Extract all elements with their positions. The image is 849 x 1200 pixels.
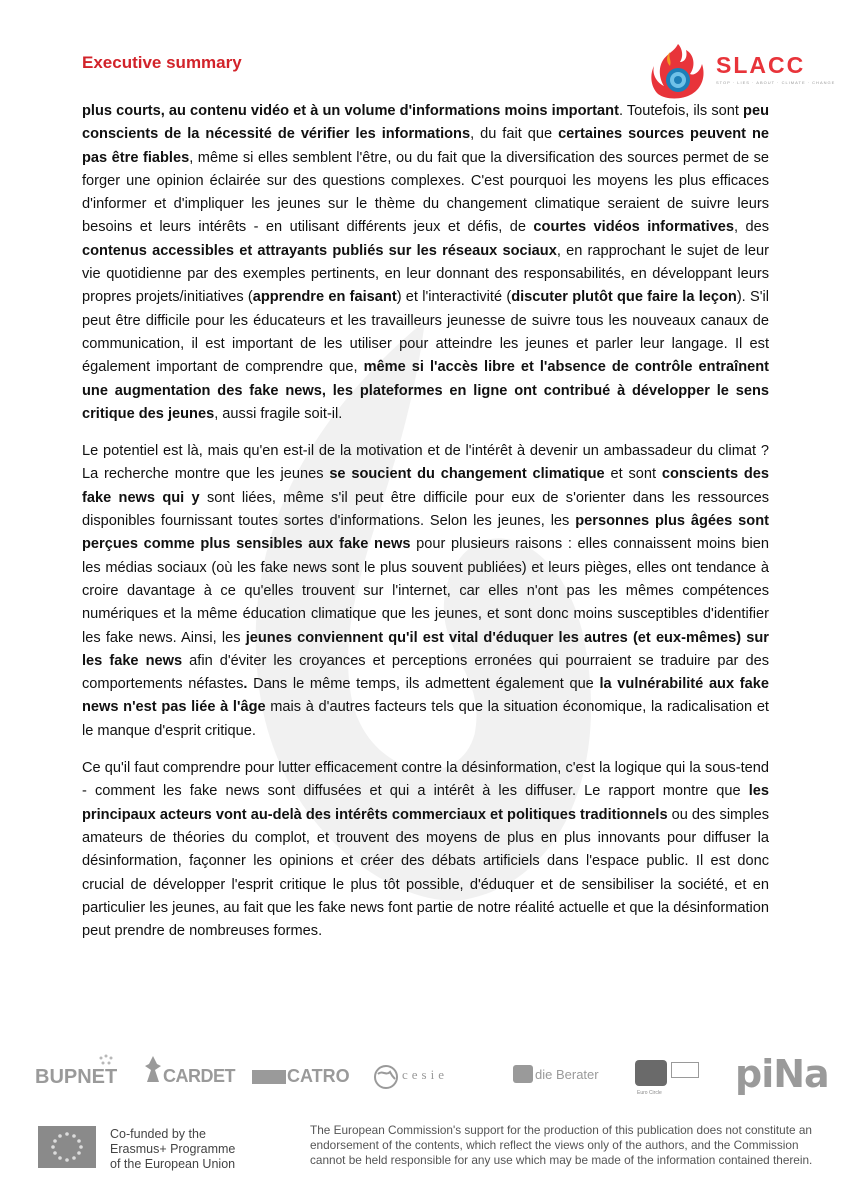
partner-pina: piNa	[735, 1052, 829, 1096]
eurocircle-flag-icon	[671, 1062, 699, 1078]
text-run: . Toutefois, ils sont	[618, 103, 744, 119]
paragraph-1	[82, 100, 769, 426]
bold-text-run: la vulnérabilité aux fake news n'est pas liée à l'âge	[82, 676, 769, 716]
bold-text-run: plus courts, au contenu vidéo et à un volume d'informations moins important	[82, 103, 619, 119]
logo-wordmark: SLACC	[716, 52, 806, 78]
eu-disclaimer: The European Commission's support for the production of this publication does not constitute an endorsement of the contents, which reflect the views only of the authors, and the Commission cannot be held responsible for any use which may be made of the information contained therein.	[310, 1123, 813, 1167]
text-run: sont liées, même s'il peut être difficile pour eux de s'orienter dans les ressources disponibles fournissant toutes sortes d'informations. Selon les jeunes, les	[82, 489, 770, 530]
partner-dieberater: die Berater	[535, 1067, 599, 1082]
text-run: pour plusieurs raisons : elles connaissent moins bien les médias sociaux (où les fake news sont le plus souvent publiées) et leurs pièges, elles ont tendance à croire davantage à ce qu'elles trouvent sur l'internet, car elles n'ont pas les mêmes compétences numériques et la même éducation climatique que les jeunes, et sont donc moins susceptibles d'identifier les fake news. Ainsi, les	[82, 536, 769, 646]
text-run: Dans le même temps, ils admettent également que	[247, 676, 600, 693]
text-run: Le potentiel est là, mais qu'en est-il de la motivation et de l'intérêt à devenir un ambassadeur du climat ? La recherche montre que les jeunes	[82, 443, 769, 483]
bold-text-run: .	[243, 676, 248, 693]
text-run: afin d'éviter les croyances et perceptions erronées qui pourraient se traduire par des comportements néfastes	[82, 652, 770, 693]
text-run: ou des simples amateurs de théories du complot, et trouvent des moyens de plus en plus innovants pour diffuser la désinformation, façonner les opinions et créer des débats artificiels dans l'espace public. Il est donc crucial de développer l'esprit critique le plus tôt possible, d'éduquer et de sensibiliser la société, et en particulier les jeunes, au fait que les fake news font partie de notre réalité actuelle et que la désinformation peut prendre de nombreuses formes.	[82, 806, 769, 940]
partner-bupnet: BUPNET	[35, 1066, 118, 1088]
paragraph-2	[82, 440, 769, 743]
text-run: , des	[734, 219, 770, 236]
flame-globe-icon	[648, 42, 710, 100]
bold-text-run: contenus accessibles et attrayants publiés sur les réseaux sociaux	[82, 242, 557, 259]
partner-logos	[35, 1050, 829, 1110]
bold-text-run: certaines sources peuvent ne pas être fiables	[82, 126, 769, 166]
cesie-globe-icon	[373, 1064, 399, 1090]
bold-text-run: conscients des fake news qui y	[82, 466, 770, 506]
partner-catro: CATRO	[287, 1066, 350, 1086]
bold-text-run: les principaux acteurs vont au-delà des intérêts commerciaux et politiques traditionnels	[82, 783, 769, 823]
text-run: , aussi fragile soit-il.	[214, 405, 343, 422]
eu-line-2: Erasmus+ Programme	[110, 1142, 236, 1156]
text-run: ) et l'interactivité (	[396, 289, 512, 306]
bold-text-run: se soucient du changement climatique	[329, 466, 605, 483]
bold-text-run: jeunes conviennent qu'il est vital d'éduquer les autres (et eux-mêmes) sur les fake news	[82, 629, 769, 669]
text-run: , du fait que	[470, 126, 559, 143]
eu-line-1: Co-funded by the	[110, 1127, 206, 1141]
text-run: ). S'il peut être difficile pour les éducateurs et les travailleurs jeunesse de suivre tous les nouveaux canaux de communication, il est important de les utiliser pour atteindre les jeunes et parler leur langage. Il est également important de comprendre que,	[82, 289, 769, 376]
bold-text-run: courtes vidéos informatives	[533, 219, 734, 236]
slacc-logo	[648, 42, 836, 100]
eu-flag-icon	[38, 1126, 96, 1168]
logo-tagline: STOP · LIES · ABOUT · CLIMATE · CHANGE	[716, 80, 836, 85]
text-run: mais à d'autres facteurs tels que la situation économique, la radicalisation et le manque d'esprit critique.	[82, 699, 769, 739]
bold-text-run: discuter plutôt que faire la leçon	[511, 289, 737, 306]
page-title: Executive summary	[82, 53, 242, 72]
dieberater-box-icon	[513, 1065, 533, 1083]
partner-cardet: CARDET	[163, 1066, 235, 1086]
text-run: et sont	[604, 466, 662, 483]
text-run: , en rapprochant le sujet de leur vie quotidienne par des exemples pertinents, en leur donnant des responsabilités, en développant leurs propres projets/initiatives (	[82, 242, 769, 306]
body-text	[82, 100, 769, 957]
partner-eurocircle: Euro Circle	[637, 1090, 662, 1096]
eurocircle-badge-icon	[635, 1060, 667, 1086]
partner-cesie: cesie	[402, 1067, 448, 1082]
paragraph-3	[82, 757, 769, 943]
bold-text-run: même si l'accès libre et l'absence de contrôle entraînent une augmentation des fake news, les plateformes en ligne ont contribué à développer le sens critique des jeunes	[82, 359, 769, 422]
cardet-emblem-icon	[143, 1056, 163, 1084]
eu-line-3: of the European Union	[110, 1157, 236, 1171]
text-run: , même si elles semblent l'être, ou du fait que la diversification des sources permet de se forger une opinion éclairée sur des questions complexes. C'est pourquoi les moyens les plus efficaces d'informer et d'impliquer les jeunes sur le thème du changement climatique seraient de suivre leurs besoins et leurs intérêts - en utilisant différents jeux et défis, de	[82, 149, 769, 236]
eu-cofunding-text	[110, 1127, 235, 1172]
catro-bar-icon	[252, 1070, 286, 1084]
text-run: Ce qu'il faut comprendre pour lutter efficacement contre la désinformation, c'est la logique qui la sous-tend - comment les fake news sont diffusées et qui a intérêt à les diffuser. Le rapport montre que	[82, 760, 769, 800]
bold-text-run: peu conscients de la nécessité de vérifier les informations	[82, 103, 769, 143]
bold-text-run: apprendre en faisant	[252, 289, 397, 306]
bold-text-run: personnes plus âgées sont perçues comme plus sensibles aux fake news	[82, 513, 769, 553]
